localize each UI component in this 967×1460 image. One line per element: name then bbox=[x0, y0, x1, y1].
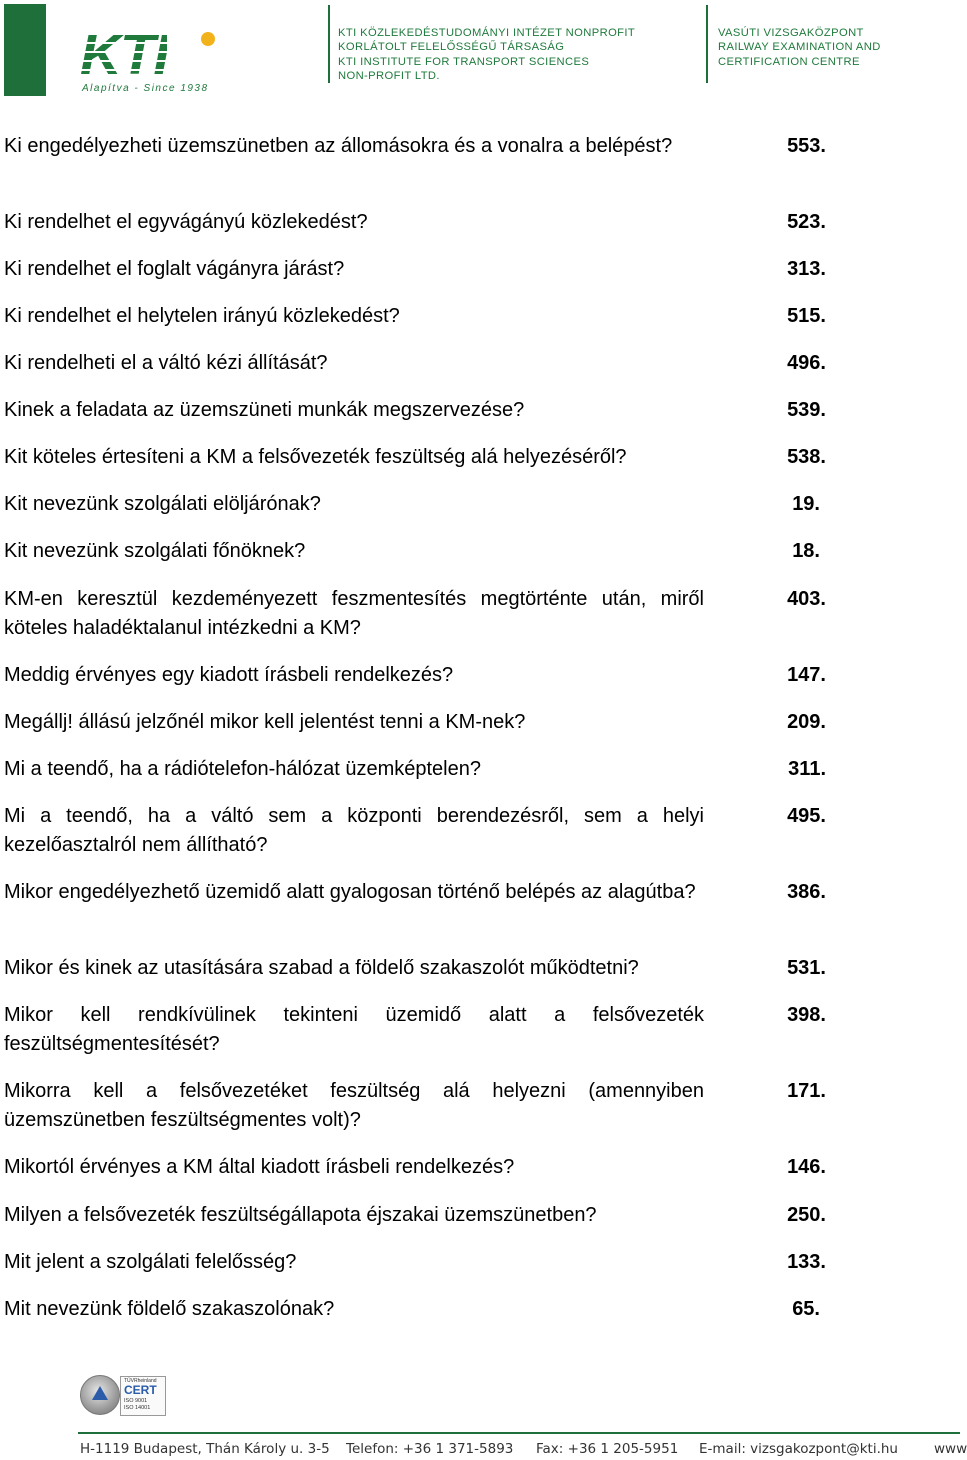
page-number: 538. bbox=[787, 446, 826, 468]
cert-label-box bbox=[120, 1376, 166, 1416]
page-number: 515. bbox=[787, 305, 826, 327]
institute-line: NON-PROFIT LTD. bbox=[338, 70, 440, 83]
page-number: 250. bbox=[787, 1204, 826, 1226]
kti-logo bbox=[80, 22, 230, 98]
cert-tuv: TÜVRheinland bbox=[124, 1378, 157, 1384]
footer-address: H-1119 Budapest, Thán Károly u. 3-5 bbox=[80, 1441, 330, 1457]
question-text: Mikor és kinek az utasítására szabad a földelő szakaszolót működtetni? bbox=[4, 957, 639, 979]
footer-email[interactable]: E-mail: vizsgakozpont@kti.hu bbox=[699, 1441, 898, 1457]
question-text: Milyen a felsővezeték feszültségállapota éjszakai üzemszünetben? bbox=[4, 1204, 597, 1226]
institute-name bbox=[338, 26, 635, 84]
centre-line: CERTIFICATION CENTRE bbox=[718, 55, 860, 68]
page-number: 171. bbox=[787, 1080, 826, 1102]
page-number: 146. bbox=[787, 1156, 826, 1178]
question-text: Mi a teendő, ha a váltó sem a központi berendezésről, sem a helyi kezelőasztalról nem állítható? bbox=[4, 805, 704, 856]
question-text: Mikor engedélyezhető üzemidő alatt gyalogosan történő belépés az alagútba? bbox=[4, 881, 696, 903]
logo-wordmark: KTI bbox=[80, 22, 168, 87]
institute-line: KTI KÖZLEKEDÉSTUDOMÁNYI INTÉZET NONPROFIT bbox=[338, 27, 636, 39]
page-number: 133. bbox=[787, 1251, 826, 1273]
cert-iso-line: ISO 9001 bbox=[124, 1398, 148, 1404]
question-text: Ki rendelhet el helytelen irányú közlekedést? bbox=[4, 305, 400, 327]
page-number: 539. bbox=[787, 399, 826, 421]
question-text: Mit jelent a szolgálati felelősség? bbox=[4, 1251, 297, 1273]
page-header bbox=[0, 0, 960, 110]
question-text: Mikorra kell a felsővezetéket feszültség alá helyezni (amennyiben üzemszünetben feszültségmentes volt)? bbox=[4, 1080, 704, 1131]
question-text: Meddig érvényes egy kiadott írásbeli rendelkezés? bbox=[4, 664, 454, 686]
question-text: Mikortól érvényes a KM által kiadott írásbeli rendelkezés? bbox=[4, 1156, 515, 1178]
page-number: 495. bbox=[787, 805, 826, 827]
centre-name bbox=[718, 26, 881, 69]
question-text: Mi a teendő, ha a rádiótelefon-hálózat üzemképtelen? bbox=[4, 758, 481, 780]
question-text: Kit nevezünk szolgálati főnöknek? bbox=[4, 540, 306, 562]
question-text: Ki rendelhet el foglalt vágányra járást? bbox=[4, 258, 345, 280]
page-number: 531. bbox=[787, 957, 826, 979]
question-text: Ki rendelheti el a váltó kézi állítását? bbox=[4, 352, 328, 374]
page-number: 313. bbox=[787, 258, 826, 280]
question-text: Kit köteles értesíteni a KM a felsővezeték feszültség alá helyezéséről? bbox=[4, 446, 627, 468]
page-number: 18. bbox=[792, 540, 820, 562]
tuv-seal-icon bbox=[80, 1375, 120, 1415]
page-number: 147. bbox=[787, 664, 826, 686]
page-number: 523. bbox=[787, 211, 826, 233]
page-number: 386. bbox=[787, 881, 826, 903]
page-number: 403. bbox=[787, 588, 826, 610]
page-number: 311. bbox=[788, 758, 826, 780]
question-text: Kinek a feladata az üzemszüneti munkák megszervezése? bbox=[4, 399, 525, 421]
question-text: Ki rendelhet el egyvágányú közlekedést? bbox=[4, 211, 368, 233]
cert-iso bbox=[124, 1398, 150, 1412]
centre-line: RAILWAY EXAMINATION AND bbox=[718, 41, 881, 54]
page-number: 19. bbox=[792, 493, 820, 515]
tuv-cert-badge bbox=[80, 1375, 166, 1415]
centre-line: VASÚTI VIZSGAKÖZPONT bbox=[718, 27, 864, 39]
question-text: KM-en keresztül kezdeményezett feszmentesítés megtörténte után, miről köteles haladéktalanul intézkedni a KM? bbox=[4, 588, 704, 639]
footer-web[interactable]: www bbox=[934, 1441, 967, 1457]
page-number: 398. bbox=[787, 1004, 826, 1026]
institute-line: KTI INSTITUTE FOR TRANSPORT SCIENCES bbox=[338, 55, 590, 68]
page-number: 65. bbox=[792, 1298, 820, 1320]
header-divider bbox=[328, 5, 330, 83]
question-text: Megállj! állású jelzőnél mikor kell jelentést tenni a KM-nek? bbox=[4, 711, 526, 733]
cert-word: CERT bbox=[124, 1383, 157, 1397]
question-text: Ki engedélyezheti üzemszünetben az állomásokra és a vonalra a belépést? bbox=[4, 135, 673, 157]
footer-fax: Fax: +36 1 205-5951 bbox=[536, 1441, 679, 1457]
cert-iso-line: ISO 14001 bbox=[124, 1405, 151, 1411]
question-text: Kit nevezünk szolgálati elöljárónak? bbox=[4, 493, 321, 515]
header-divider bbox=[706, 5, 708, 83]
question-text: Mikor kell rendkívülinek tekinteni üzemidő alatt a felsővezeték feszültségmentesítését? bbox=[4, 1004, 704, 1055]
page-number: 496. bbox=[787, 352, 826, 374]
institute-line: KORLÁTOLT FELELŐSSÉGŰ TÁRSASÁG bbox=[338, 41, 565, 54]
question-text: Mit nevezünk földelő szakaszolónak? bbox=[4, 1298, 335, 1320]
brand-bar bbox=[4, 4, 46, 96]
footer-phone: Telefon: +36 1 371-5893 bbox=[346, 1441, 514, 1457]
logo-dot-icon bbox=[201, 32, 215, 46]
tuv-triangle-icon bbox=[92, 1386, 108, 1400]
page-number: 553. bbox=[787, 135, 826, 157]
footer-divider bbox=[78, 1432, 960, 1434]
page-number: 209. bbox=[787, 711, 826, 733]
logo-since: Alapítva - Since 1938 bbox=[82, 83, 209, 94]
